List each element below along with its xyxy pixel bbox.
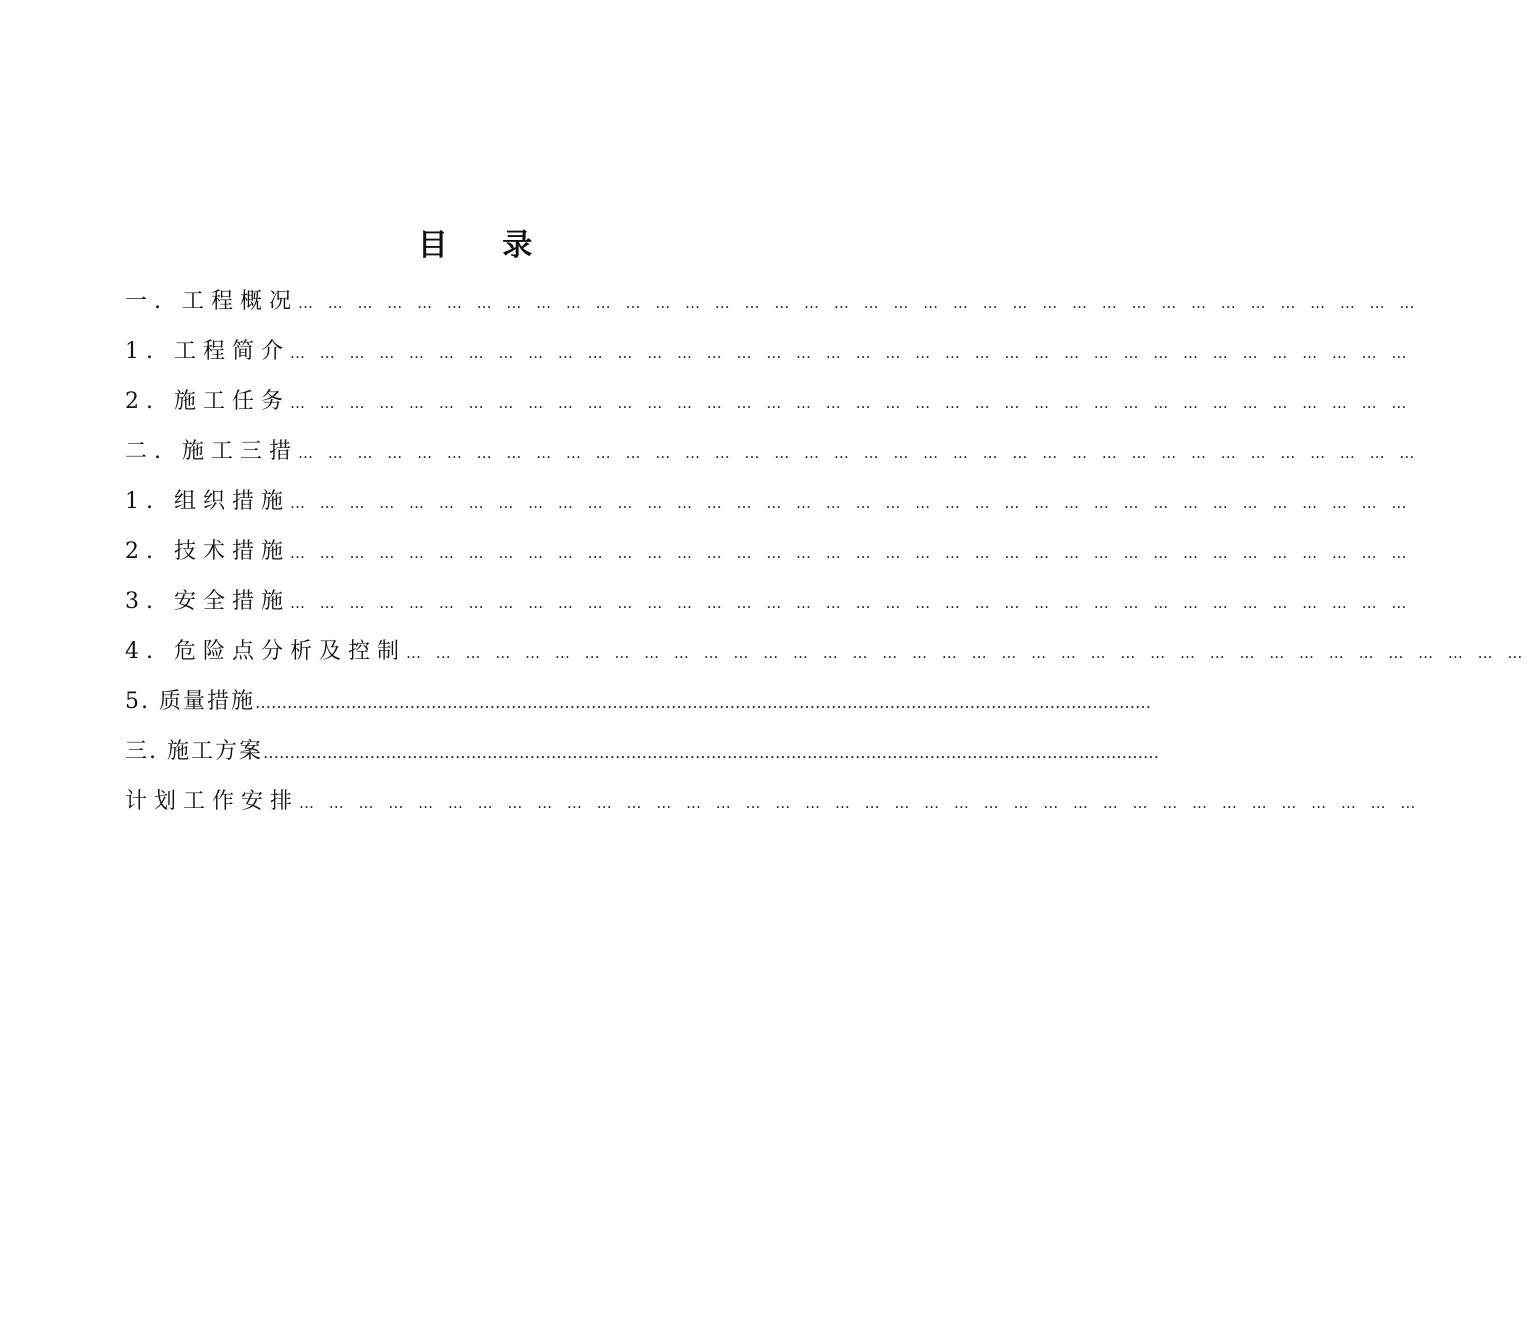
toc-entry-label: 1. 组织措施 bbox=[125, 489, 290, 514]
toc-entry-label: 3. 安全措施 bbox=[125, 589, 290, 614]
toc-dot-leader: …………………………………………………………………………………………………………………………………………………… bbox=[254, 693, 1151, 712]
toc-dot-leader: … … … … … … … … … … … … … … … … … … … … … … … … … … … … … … … … … … … … … … bbox=[298, 294, 1420, 312]
toc-entry bbox=[125, 780, 1421, 830]
toc-dot-leader: … … … … … … … … … … … … … … … … … … … … … … … … … … … … … … … … … … … … … … bbox=[289, 544, 1412, 562]
toc-dot-leader: …………………………………………………………………………………………………………………………………………………… bbox=[263, 743, 1159, 762]
toc-entry bbox=[125, 480, 1412, 530]
toc-entry-label: 1. 工程简介 bbox=[125, 339, 290, 364]
toc-dot-leader: … … … … … … … … … … … … … … … … … … … … … … … … … … … … … … … … … … … … … … bbox=[289, 394, 1412, 412]
toc-dot-leader: … … … … … … … … … … … … … … … … … … … … … … … … … … … … … … … … … … … … … … bbox=[289, 594, 1412, 612]
toc-list bbox=[125, 280, 1527, 830]
toc-entry-label: 一. 工程概况 bbox=[125, 289, 298, 314]
toc-entry bbox=[125, 380, 1412, 430]
toc-dot-leader: … … … … … … … … … … … … … … … … … … … … … … … … … … … … … … … … … … … … … … bbox=[289, 344, 1412, 362]
toc-entry-label: 4. 危险点分析及控制 bbox=[125, 639, 406, 664]
toc-dot-leader: … … … … … … … … … … … … … … … … … … … … … … … … … … … … … … … … … … … … … … bbox=[289, 494, 1412, 512]
toc-entry bbox=[125, 430, 1420, 480]
toc-entry bbox=[125, 330, 1412, 380]
toc-entry bbox=[125, 580, 1412, 630]
toc-dot-leader: … … … … … … … … … … … … … … … … … … … … … … … … … … … … … … … … … … … … … … bbox=[405, 644, 1527, 662]
toc-dot-leader: … … … … … … … … … … … … … … … … … … … … … … … … … … … … … … … … … … … … … … bbox=[299, 794, 1421, 812]
toc-entry-label: 二. 施工三措 bbox=[125, 439, 298, 464]
toc-entry bbox=[125, 280, 1420, 330]
toc-dot-leader: … … … … … … … … … … … … … … … … … … … … … … … … … … … … … … … … … … … … … … bbox=[298, 444, 1420, 462]
toc-entry bbox=[125, 530, 1412, 580]
toc-entry bbox=[125, 730, 1159, 780]
toc-entry-label: 三. 施工方案 bbox=[125, 739, 263, 764]
toc-title: 目 录 bbox=[417, 228, 555, 263]
toc-entry-label: 2. 施工任务 bbox=[125, 389, 290, 414]
toc-entry-label: 5. 质量措施 bbox=[125, 689, 255, 714]
toc-entry bbox=[125, 680, 1151, 730]
toc-entry-label: 计划工作安排 bbox=[125, 789, 300, 814]
toc-entry bbox=[125, 630, 1527, 680]
toc-entry-label: 2. 技术措施 bbox=[125, 539, 290, 564]
